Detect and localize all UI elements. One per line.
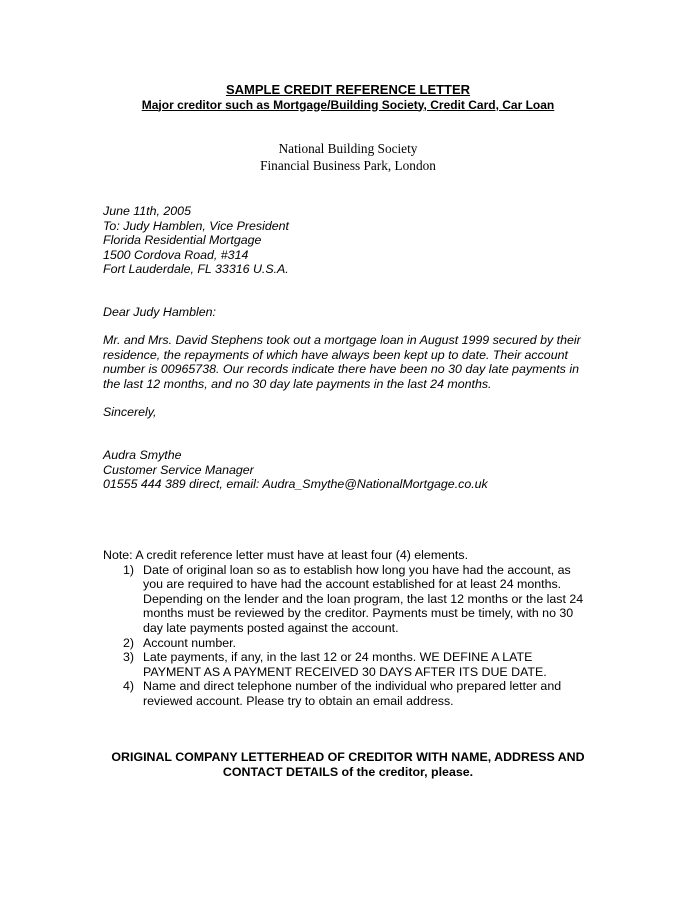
- letterhead: [0, 141, 696, 174]
- list-line: Date of original loan so as to establish how long you have had the account, as: [143, 562, 571, 577]
- org-address: Financial Business Park, London: [260, 157, 436, 173]
- signer-name: Audra Smythe: [103, 448, 182, 462]
- list-line: Name and direct telephone number of the individual who prepared letter and: [143, 679, 562, 694]
- org-name: National Building Society: [278, 141, 418, 156]
- body-line: number is 00965738. Our records indicate there have been no 30 day late payments in: [103, 362, 579, 377]
- list-line: Late payments, if any, in the last 12 or 24 months. WE DEFINE A LATE: [143, 650, 533, 665]
- closing: Sincerely,: [103, 405, 157, 419]
- recipient-to: To: Judy Hamblen, Vice President: [103, 218, 289, 233]
- list-item: [103, 650, 593, 679]
- body-line: the last 12 months, and no 30 day late payments in the last 24 months.: [103, 376, 492, 391]
- footer-instruction: [0, 750, 696, 780]
- list-line: you are required to have had the account established for at least 24 months.: [143, 577, 562, 592]
- list-line: months must be reviewed by the creditor. Payments must be timely, with no 30: [143, 606, 574, 621]
- note-intro: Note: A credit reference letter must have at least four (4) elements.: [103, 548, 469, 562]
- body-paragraph: [103, 333, 595, 391]
- document-title: [0, 83, 696, 112]
- list-line: Depending on the lender and the loan program, the last 12 months or the last 24: [143, 591, 584, 606]
- body-line: residence, the repayments of which have always been kept up to date. Their account: [103, 347, 568, 362]
- list-line: PAYMENT AS A PAYMENT RECEIVED 30 DAYS AFTER ITS DUE DATE.: [143, 664, 547, 679]
- body-line: Mr. and Mrs. David Stephens took out a mortgage loan in August 1999 secured by their: [103, 333, 581, 347]
- list-number: 1): [123, 562, 135, 577]
- recipient-address: [103, 204, 603, 277]
- list-number: 3): [123, 650, 135, 665]
- list-line: Account number.: [143, 635, 236, 650]
- letter-date: June 11th, 2005: [103, 204, 191, 218]
- list-number: 4): [123, 679, 135, 694]
- recipient-company: Florida Residential Mortgage: [103, 233, 262, 248]
- salutation: Dear Judy Hamblen:: [103, 305, 216, 319]
- recipient-street: 1500 Cordova Road, #314: [103, 247, 249, 262]
- list-line: day late payments posted against the account.: [143, 620, 399, 635]
- list-number: 2): [123, 635, 135, 650]
- signer-contact: 01555 444 389 direct, email: Audra_Smythe@NationalMortgage.co.uk: [103, 477, 488, 492]
- list-item: [103, 563, 593, 636]
- note-section: [103, 548, 593, 709]
- list-item: [103, 636, 593, 651]
- list-item: [103, 679, 593, 708]
- main-title: SAMPLE CREDIT REFERENCE LETTER: [225, 82, 471, 97]
- subtitle: Major creditor such as Mortgage/Building Society, Credit Card, Car Loan: [141, 97, 555, 112]
- note-list: [103, 563, 593, 709]
- recipient-city: Fort Lauderdale, FL 33316 U.S.A.: [103, 262, 289, 277]
- footer-line: ORIGINAL COMPANY LETTERHEAD OF CREDITOR WITH NAME, ADDRESS AND: [111, 750, 585, 764]
- signer-title: Customer Service Manager: [103, 462, 254, 477]
- footer-line: CONTACT DETAILS of the creditor, please.: [222, 765, 474, 779]
- list-line: reviewed account. Please try to obtain an email address.: [143, 693, 454, 708]
- signature-block: [103, 448, 603, 492]
